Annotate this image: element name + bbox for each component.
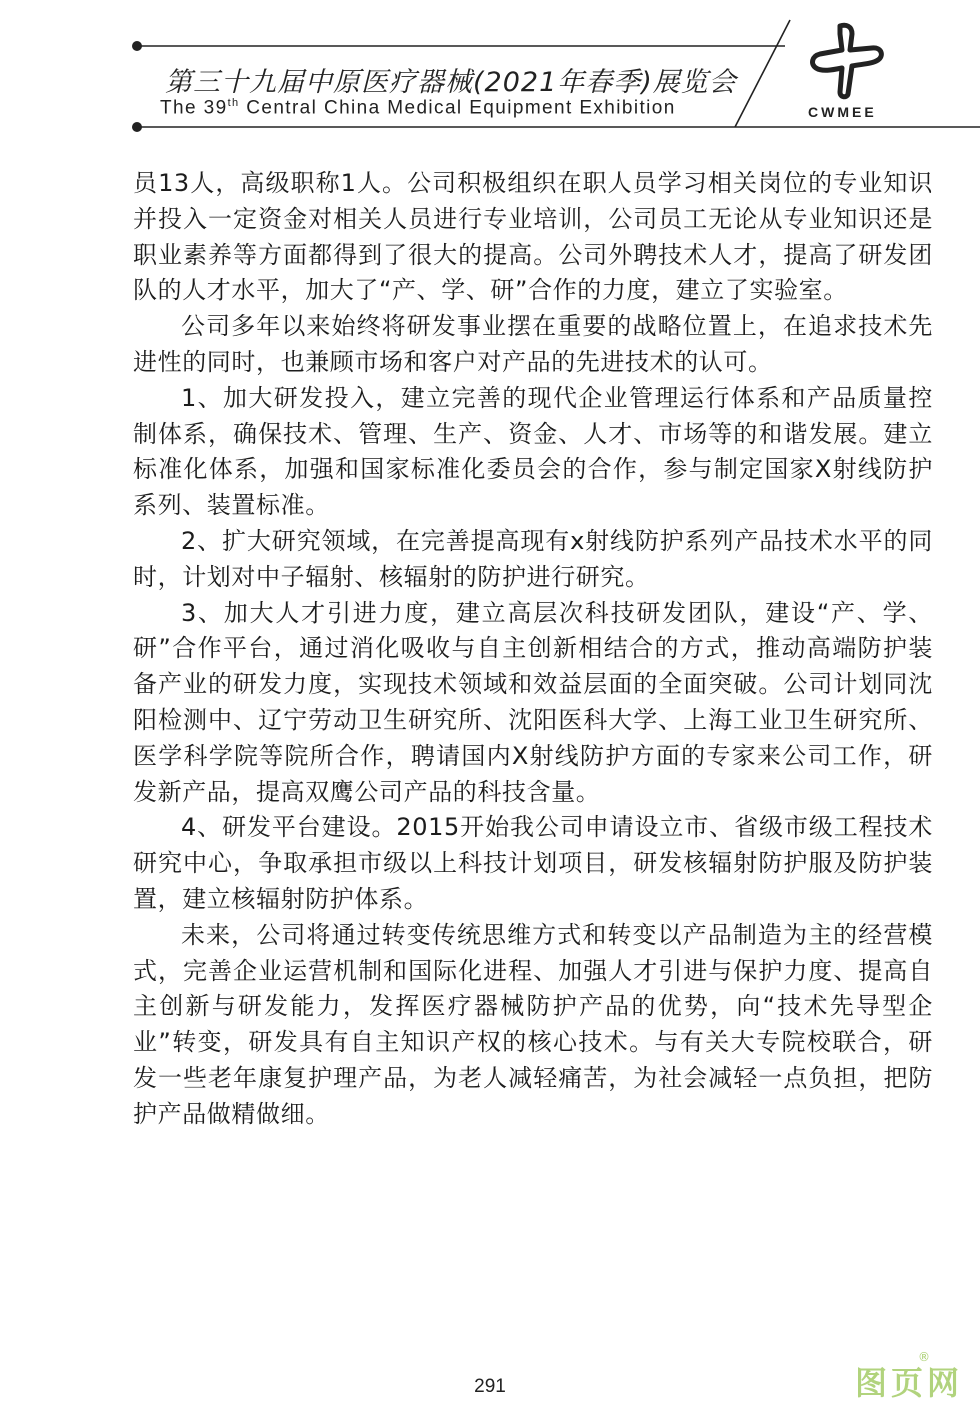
body-text: [133, 166, 933, 1133]
header-title-en-suffix: Central China Medical Equipment Exhibition: [239, 97, 676, 119]
paragraph-1: 员13人，高级职称1人。公司积极组织在职人员学习相关岗位的专业知识并投入一定资金对相关人员进行专业培训，公司员工无论从专业知识还是职业素养等方面都得到了很大的提高。公司外聘技术人才，提高了研发团队的人才水平，加大了“产、学、研”合作的力度，建立了实验室。: [133, 169, 933, 305]
header-title-en: [160, 97, 676, 119]
paragraph-4: 2、扩大研究领域，在完善提高现有x射线防护系列产品技术水平的同时，计划对中子辐射、核辐射的防护进行研究。: [133, 526, 933, 591]
paragraph-2: 公司多年以来始终将研发事业摆在重要的战略位置上，在追求技术先进性的同时，也兼顾市场和客户对产品的先进技术的认可。: [133, 312, 933, 376]
header-title-en-prefix: The 39: [160, 97, 228, 119]
paragraph-6: 4、研发平台建设。2015开始我公司申请设立市、省级市级工程技术研究中心，争取承担市级以上科技计划项目，研发核辐射防护服及防护装置，建立核辐射防护体系。: [133, 813, 933, 913]
page-number: 291: [474, 1376, 506, 1397]
watermark: 图页网: [855, 1364, 964, 1402]
paragraph-5: 3、加大人才引进力度，建立高层次科技研发团队，建设“产、学、研”合作平台，通过消化吸收与自主创新相结合的方式，推动高端防护装备产业的研发力度，实现技术领域和效益层面的全面突破。公司计划同沈阳检测中、辽宁劳动卫生研究所、沈阳医科大学、上海工业卫生研究所、医学科学院等院所合作，聘请国内X射线防护方面的专家来公司工作，研发新产品，提高双鹰公司产品的科技含量。: [133, 598, 933, 806]
header-title-cn: 第三十九届中原医疗器械(2021年春季)展览会: [165, 67, 737, 98]
header-title-en-sup: th: [227, 97, 240, 109]
logo-text: CWMEE: [808, 104, 877, 120]
paragraph-3: 1、加大研发投入，建立完善的现代企业管理运行体系和产品质量控制体系，确保技术、管理、生产、资金、人才、市场等的和谐发展。建立标准化体系，加强和国家标准化委员会的合作，参与制定国家X射线防护系列、装置标准。: [133, 383, 933, 520]
watermark-registered-mark: ®: [918, 1350, 930, 1364]
paragraph-7: 未来，公司将通过转变传统思维方式和转变以产品制造为主的经营模式，完善企业运营机制和国际化进程、加强人才引进与保护力度、提高自主创新与研发能力，发挥医疗器械防护产品的优势，向“技术先导型企业”转变，研发具有自主知识产权的核心技术。与有关大专院校联合，研发一些老年康复护理产品，为老人减轻痛苦，为社会减轻一点负担，把防护产品做精做细。: [133, 920, 933, 1128]
cwmee-logo-icon: [806, 20, 886, 100]
